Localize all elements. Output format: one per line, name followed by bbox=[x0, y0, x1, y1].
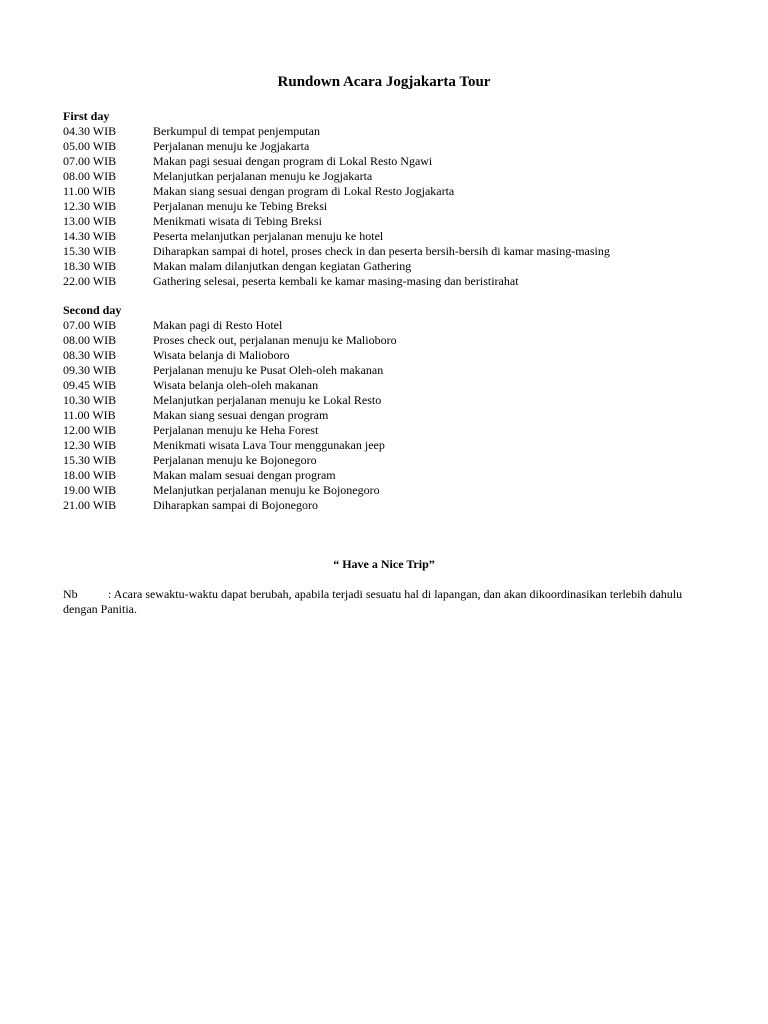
schedule-time: 22.00 WIB bbox=[63, 274, 117, 288]
schedule-activity: Menikmati wisata di Tebing Breksi bbox=[153, 214, 322, 228]
schedule-row bbox=[63, 259, 703, 274]
schedule-row bbox=[63, 169, 703, 184]
schedule-row bbox=[63, 453, 703, 468]
schedule-activity: Perjalanan menuju ke Heha Forest bbox=[153, 423, 319, 437]
schedule-row bbox=[63, 199, 703, 214]
schedule-time: 11.00 WIB bbox=[63, 408, 116, 422]
schedule-time: 15.30 WIB bbox=[63, 453, 117, 467]
schedule-row bbox=[63, 333, 703, 348]
note-text: : Acara sewaktu-waktu dapat berubah, apabila terjadi sesuatu hal di lapangan, dan akan dikoordinasikan terlebih dahulu dengan Panitia. bbox=[63, 587, 683, 616]
schedule-time: 12.30 WIB bbox=[63, 438, 117, 452]
schedule-time: 12.00 WIB bbox=[63, 423, 117, 437]
schedule-activity: Wisata belanja oleh-oleh makanan bbox=[153, 378, 319, 392]
schedule-activity: Melanjutkan perjalanan menuju ke Lokal Resto bbox=[153, 393, 382, 407]
schedule-first-day bbox=[63, 124, 703, 289]
schedule-second-day bbox=[63, 318, 703, 513]
day-heading-second: Second day bbox=[63, 303, 122, 317]
schedule-time: 14.30 WIB bbox=[63, 229, 117, 243]
schedule-time: 08.00 WIB bbox=[63, 333, 117, 347]
schedule-row bbox=[63, 348, 703, 363]
closing-message: “ Have a Nice Trip” bbox=[333, 557, 435, 571]
schedule-activity: Makan malam sesuai dengan program bbox=[153, 468, 336, 482]
schedule-activity: Diharapkan sampai di hotel, proses check in dan peserta bersih-bersih di kamar masing-masing bbox=[153, 244, 610, 258]
note-label: Nb bbox=[63, 587, 78, 601]
schedule-row bbox=[63, 438, 703, 453]
schedule-time: 08.00 WIB bbox=[63, 169, 117, 183]
schedule-time: 07.00 WIB bbox=[63, 318, 117, 332]
schedule-activity: Makan malam dilanjutkan dengan kegiatan Gathering bbox=[153, 259, 412, 273]
schedule-activity: Berkumpul di tempat penjemputan bbox=[153, 124, 320, 138]
schedule-activity: Makan siang sesuai dengan program bbox=[153, 408, 329, 422]
schedule-activity: Menikmati wisata Lava Tour menggunakan jeep bbox=[153, 438, 385, 452]
schedule-activity: Perjalanan menuju ke Jogjakarta bbox=[153, 139, 310, 153]
schedule-time: 12.30 WIB bbox=[63, 199, 117, 213]
schedule-row bbox=[63, 408, 703, 423]
schedule-row bbox=[63, 423, 703, 438]
schedule-row bbox=[63, 139, 703, 154]
schedule-time: 13.00 WIB bbox=[63, 214, 117, 228]
schedule-activity: Diharapkan sampai di Bojonegoro bbox=[153, 498, 318, 512]
schedule-time: 19.00 WIB bbox=[63, 483, 117, 497]
schedule-row bbox=[63, 229, 703, 244]
schedule-time: 11.00 WIB bbox=[63, 184, 116, 198]
document-title: Rundown Acara Jogjakarta Tour bbox=[277, 74, 491, 90]
schedule-row bbox=[63, 154, 703, 169]
schedule-activity: Makan pagi di Resto Hotel bbox=[153, 318, 283, 332]
schedule-row bbox=[63, 214, 703, 229]
schedule-row bbox=[63, 124, 703, 139]
schedule-activity: Perjalanan menuju ke Tebing Breksi bbox=[153, 199, 328, 213]
schedule-time: 08.30 WIB bbox=[63, 348, 117, 362]
first-day-section bbox=[63, 109, 703, 289]
schedule-activity: Makan siang sesuai dengan program di Lokal Resto Jogjakarta bbox=[153, 184, 455, 198]
schedule-row bbox=[63, 483, 703, 498]
schedule-row bbox=[63, 244, 703, 259]
schedule-time: 09.30 WIB bbox=[63, 363, 117, 377]
schedule-row bbox=[63, 498, 703, 513]
note-paragraph bbox=[63, 587, 683, 617]
schedule-activity: Makan pagi sesuai dengan program di Lokal Resto Ngawi bbox=[153, 154, 433, 168]
schedule-activity: Melanjutkan perjalanan menuju ke Bojonegoro bbox=[153, 483, 380, 497]
second-day-section bbox=[63, 303, 703, 513]
schedule-time: 09.45 WIB bbox=[63, 378, 117, 392]
schedule-activity: Proses check out, perjalanan menuju ke Malioboro bbox=[153, 333, 397, 347]
schedule-time: 05.00 WIB bbox=[63, 139, 117, 153]
day-heading-first: First day bbox=[63, 109, 110, 123]
schedule-time: 18.00 WIB bbox=[63, 468, 117, 482]
schedule-activity: Perjalanan menuju ke Bojonegoro bbox=[153, 453, 317, 467]
schedule-activity: Wisata belanja di Malioboro bbox=[153, 348, 290, 362]
schedule-row bbox=[63, 363, 703, 378]
schedule-time: 18.30 WIB bbox=[63, 259, 117, 273]
schedule-row bbox=[63, 378, 703, 393]
schedule-row bbox=[63, 274, 703, 289]
schedule-row bbox=[63, 468, 703, 483]
schedule-row bbox=[63, 184, 703, 199]
schedule-time: 21.00 WIB bbox=[63, 498, 117, 512]
schedule-activity: Perjalanan menuju ke Pusat Oleh-oleh makanan bbox=[153, 363, 384, 377]
schedule-activity: Peserta melanjutkan perjalanan menuju ke hotel bbox=[153, 229, 384, 243]
schedule-activity: Melanjutkan perjalanan menuju ke Jogjakarta bbox=[153, 169, 373, 183]
schedule-row bbox=[63, 393, 703, 408]
schedule-time: 04.30 WIB bbox=[63, 124, 117, 138]
schedule-row bbox=[63, 318, 703, 333]
schedule-time: 07.00 WIB bbox=[63, 154, 117, 168]
schedule-time: 10.30 WIB bbox=[63, 393, 117, 407]
schedule-time: 15.30 WIB bbox=[63, 244, 117, 258]
schedule-activity: Gathering selesai, peserta kembali ke kamar masing-masing dan beristirahat bbox=[153, 274, 519, 288]
